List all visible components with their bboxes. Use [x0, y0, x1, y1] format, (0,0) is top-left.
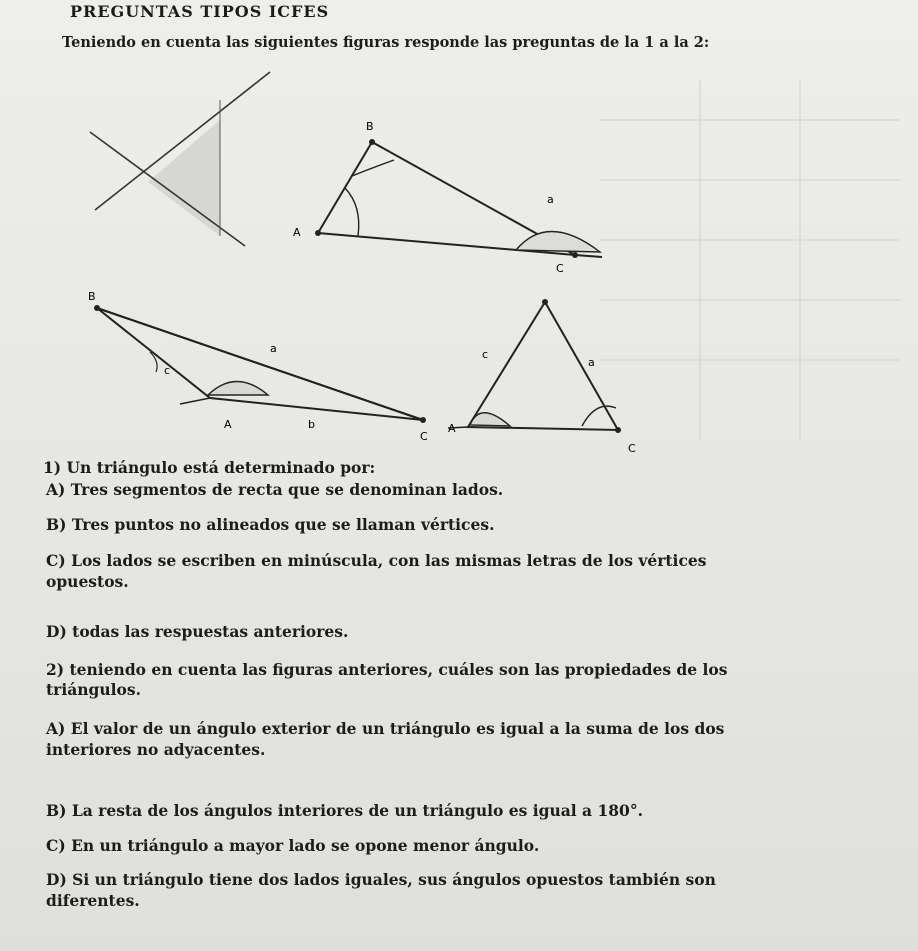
side-b-label: b	[308, 418, 315, 431]
question-1-option-d: D) todas las respuestas anteriores.	[46, 622, 349, 641]
background-grid	[600, 80, 900, 440]
vertex-B-label: B	[88, 290, 96, 303]
question-2-option-d-cont: diferentes.	[46, 891, 140, 910]
vertex-C-label: C	[628, 442, 636, 455]
vertex-B-label: B	[366, 120, 374, 133]
question-2-stem-cont: triángulos.	[46, 680, 141, 699]
question-1-option-a: A) Tres segmentos de recta que se denominan lados.	[46, 480, 504, 499]
question-2-option-c: C) En un triángulo a mayor lado se opone menor ángulo.	[46, 836, 540, 855]
question-2-option-d: D) Si un triángulo tiene dos lados iguales, sus ángulos opuestos también son	[46, 870, 716, 889]
question-2-option-b: B) La resta de los ángulos interiores de un triángulo es igual a 180°.	[46, 801, 643, 820]
question-1-stem: 1) Un triángulo está determinado por:	[43, 458, 376, 477]
question-2-option-a: A) El valor de un ángulo exterior de un triángulo es igual a la suma de los dos	[46, 719, 725, 738]
vertex-C-label: C	[556, 262, 564, 275]
vertex-A-label: A	[448, 422, 456, 435]
vertex-C-label: C	[420, 430, 428, 443]
triangle-2	[88, 290, 428, 443]
question-2-stem: 2) teniendo en cuenta las figuras anteriores, cuáles son las propiedades de los	[46, 660, 728, 679]
question-1-option-c-cont: opuestos.	[46, 572, 129, 591]
side-a-label: a	[547, 193, 554, 206]
side-c-label: c	[164, 364, 171, 377]
question-1-option-c: C) Los lados se escriben en minúscula, con las mismas letras de los vértices	[46, 551, 707, 570]
side-a-label: a	[588, 356, 595, 369]
vertex-A-label: A	[224, 418, 232, 431]
side-c-label: c	[482, 348, 489, 361]
triangle-1	[293, 120, 602, 275]
question-2-option-a-cont: interiores no adyacentes.	[46, 740, 266, 759]
vertex-A-label: A	[293, 226, 301, 239]
triangle-3	[448, 299, 636, 455]
instructions: Teniendo en cuenta las siguientes figuras responde las preguntas de la 1 a la 2:	[62, 34, 710, 51]
side-a-label: a	[270, 342, 277, 355]
page-header: PREGUNTAS TIPOS ICFES	[70, 2, 330, 21]
crossing-lines-figure	[90, 72, 270, 246]
question-1-option-b: B) Tres puntos no alineados que se llaman vértices.	[46, 515, 495, 534]
